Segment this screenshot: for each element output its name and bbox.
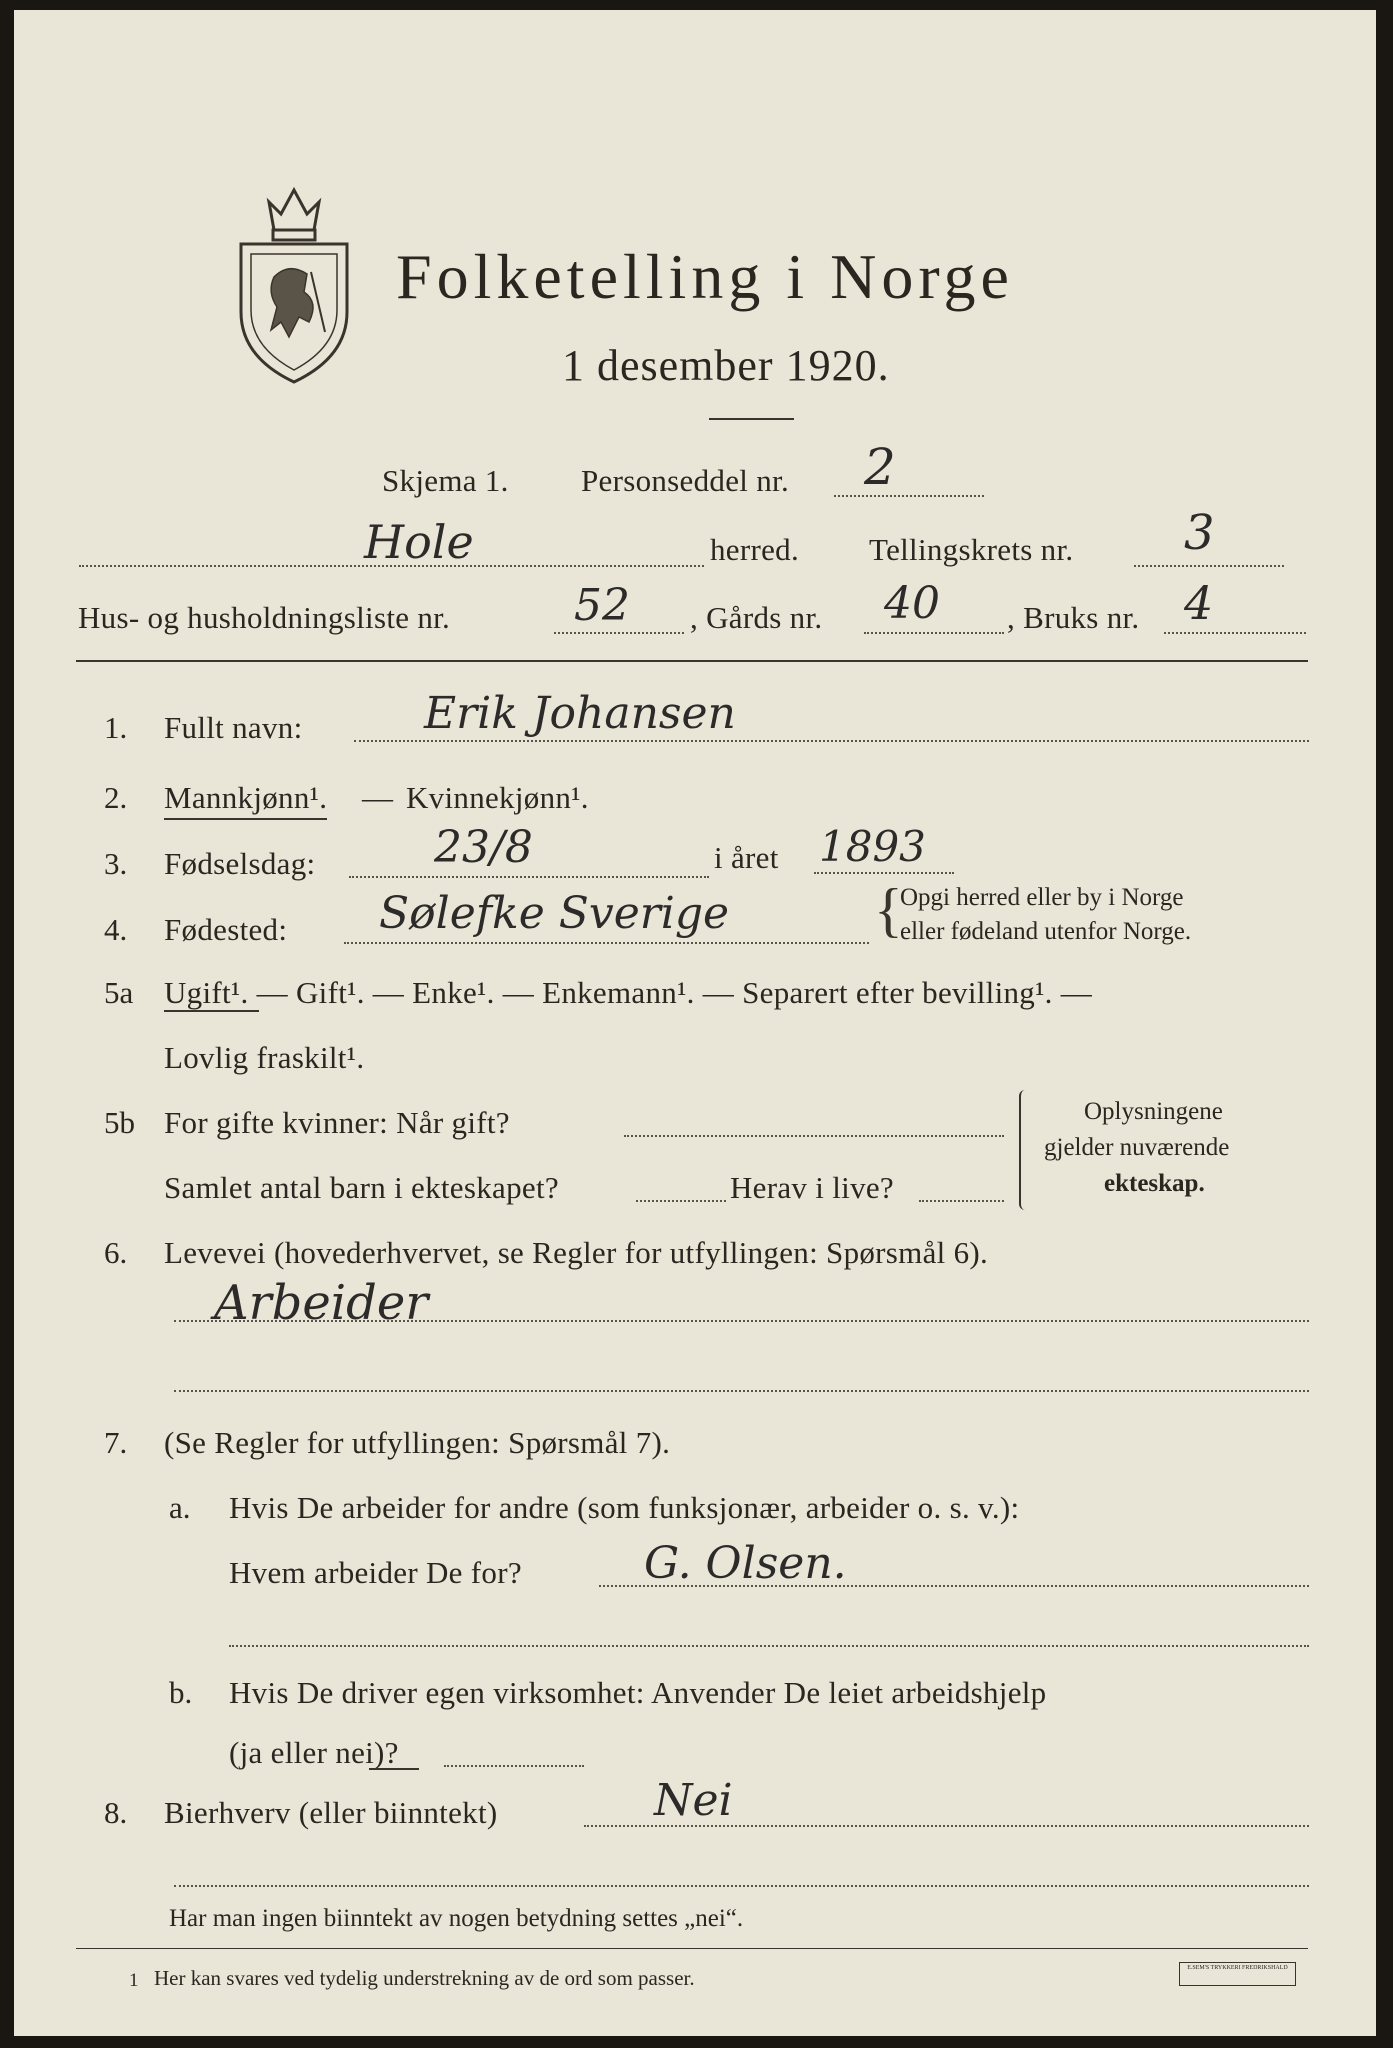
birth-year-value: 1893 [819, 822, 926, 871]
q1-label: Fullt navn: [164, 710, 303, 745]
employer-value: G. Olsen. [644, 1538, 847, 1589]
side-income-value: Nei [654, 1775, 733, 1826]
q7-label: (Se Regler for utfyllingen: Spørsmål 7). [164, 1425, 671, 1460]
q2-number: 2. [104, 780, 128, 815]
header-divider [76, 660, 1308, 662]
q8-number: 8. [104, 1795, 128, 1830]
q4-note-line1: Opgi herred eller by i Norge [900, 884, 1184, 911]
q4-note-line2: eller fødeland utenfor Norge. [900, 918, 1192, 945]
skjema-label: Skjema 1. [382, 463, 509, 498]
q5a-number: 5a [104, 975, 134, 1010]
birthplace-value: Sølefke Sverige [379, 888, 730, 939]
q5b-bracket [1019, 1090, 1029, 1210]
birthday-value: 23/8 [434, 822, 533, 873]
q8-label: Bierhverv (eller biinntekt) [164, 1795, 498, 1830]
q4-number: 4. [104, 912, 128, 947]
gards-label: , Gårds nr. [690, 600, 823, 635]
male-option: Mannkjønn¹. [164, 780, 327, 820]
personseddel-value: 2 [864, 438, 896, 496]
tellingskrets-value: 3 [1184, 505, 1215, 561]
coat-of-arms-icon [229, 182, 359, 392]
q7-number: 7. [104, 1425, 128, 1460]
q7b-number: b. [169, 1675, 193, 1710]
marital-options-cont: Lovlig fraskilt¹. [164, 1040, 365, 1075]
q7b-line2: (ja eller nei)? [229, 1735, 399, 1770]
q7a-line2: Hvem arbeider De for? [229, 1555, 522, 1590]
female-option: Kvinnekjønn¹. [406, 780, 589, 815]
q7a-number: a. [169, 1490, 191, 1525]
q4-label: Fødested: [164, 912, 288, 947]
q5b-alive-label: Herav i live? [730, 1170, 894, 1205]
census-date: 1 desember 1920. [562, 341, 890, 390]
herred-value: Hole [364, 515, 474, 569]
q5b-note3: ekteskap. [1104, 1170, 1205, 1197]
q1-number: 1. [104, 710, 128, 745]
q5b-number: 5b [104, 1105, 135, 1140]
year-label: i året [714, 840, 779, 875]
form-title: Folketelling i Norge [396, 241, 1014, 312]
gards-value: 40 [884, 578, 940, 629]
bruks-value: 4 [1184, 576, 1214, 630]
bruks-label: , Bruks nr. [1007, 600, 1140, 635]
q4-brace: { [874, 877, 903, 943]
personseddel-label: Personseddel nr. [581, 463, 789, 498]
husliste-label: Hus- og husholdningsliste nr. [78, 600, 451, 635]
q7b-line1: Hvis De driver egen virksomhet: Anvender De leiet arbeidshjelp [229, 1675, 1047, 1710]
q2-separator: — [362, 780, 394, 815]
ugift-underline [164, 1010, 259, 1012]
husliste-value: 52 [574, 580, 630, 631]
q5b-note2: gjelder nuværende [1044, 1134, 1230, 1161]
herred-label: herred. [710, 532, 800, 567]
marital-options: Ugift¹. — Gift¹. — Enke¹. — Enkemann¹. — Separert efter bevilling¹. — [164, 975, 1093, 1010]
census-form [14, 10, 1376, 2036]
title-divider [709, 418, 794, 420]
footer-divider [76, 1948, 1308, 1949]
q6-number: 6. [104, 1235, 128, 1270]
printer-mark: E.SEM'S TRYKKERI FREDRIKSHALD [1179, 1962, 1296, 1986]
q5b-line1: For gifte kvinner: Når gift? [164, 1105, 510, 1140]
q3-number: 3. [104, 846, 128, 881]
nei-underline [369, 1768, 419, 1770]
full-name-value: Erik Johansen [424, 688, 736, 739]
tellingskrets-label: Tellingskrets nr. [869, 532, 1074, 567]
q5b-note1: Oplysningene [1084, 1098, 1223, 1125]
footnote-number: 1 [129, 1970, 139, 1991]
q5b-children-label: Samlet antal barn i ekteskapet? [164, 1170, 559, 1205]
occupation-value: Arbeider [214, 1275, 429, 1331]
q6-label: Levevei (hovederhvervet, se Regler for utfyllingen: Spørsmål 6). [164, 1235, 989, 1270]
nei-note: Har man ingen biinntekt av nogen betydning settes „nei“. [169, 1905, 744, 1932]
q3-label: Fødselsdag: [164, 846, 316, 881]
q7a-line1: Hvis De arbeider for andre (som funksjonær, arbeider o. s. v.): [229, 1490, 1020, 1525]
footnote-text: Her kan svares ved tydelig understrekning av de ord som passer. [154, 1966, 695, 1990]
